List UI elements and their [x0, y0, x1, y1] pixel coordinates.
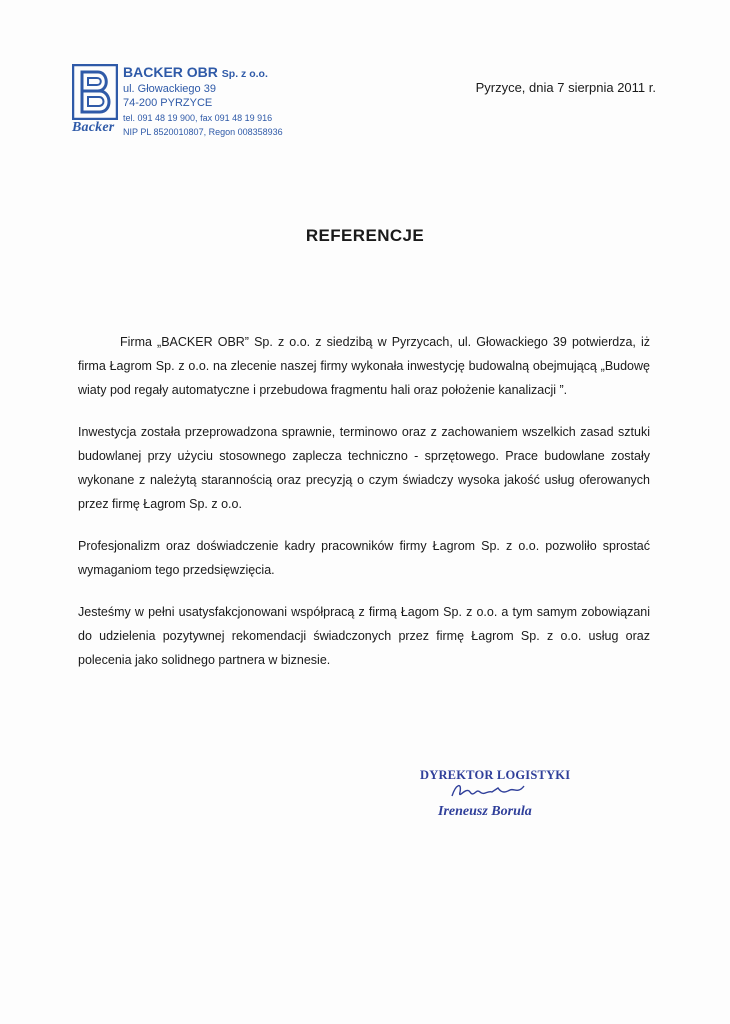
signatory-name: Ireneusz Borula	[438, 804, 532, 819]
paragraph-4: Jesteśmy w pełni usatysfakcjonowani współpracą z firmą Łagom Sp. z o.o. a tym samym zobowiązani do udzielenia pozytywnej rekomendacji świadczonych przez firmę Łagrom Sp. z o.o. usług oraz polecenia jako solidnego partnera w biznesie.	[78, 605, 650, 667]
paragraph-3: Profesjonalizm oraz doświadczenie kadry pracowników firmy Łagrom Sp. z o.o. pozwoliło sprostać wymaganiom tego przedsięwzięcia.	[78, 539, 650, 577]
handwritten-signature	[448, 780, 528, 802]
stamp-company: BACKER OBR	[123, 64, 218, 80]
signatory-role: DYREKTOR LOGISTYKI	[420, 768, 571, 782]
paragraph-1: Firma „BACKER OBR” Sp. z o.o. z siedzibą w Pyrzycach, ul. Głowackiego 39 potwierdza, iż firma Łagrom Sp. z o.o. na zlecenie naszej firmy wykonała inwestycję budowalną obejmującą „Budowę wiaty pod regały automatyczne i przebudowa fragmentu hali oraz położenie kanalizacji ”.	[78, 335, 650, 397]
stamp-company-name	[123, 64, 268, 80]
letter-date: Pyrzyce, dnia 7 sierpnia 2011 r.	[475, 80, 656, 95]
letter-body	[78, 330, 650, 690]
signature-stamp	[420, 768, 580, 828]
paragraph-2: Inwestycja została przeprowadzona sprawnie, terminowo oraz z zachowaniem wszelkich zasad sztuki budowlanej przy użyciu stosownego zaplecza techniczno - sprzętowego. Prace budowlane zostały wykonane z należytą starannością oraz precyzją o czym świadczy wysoka jakość usług oferowanych przez firmę Łagrom Sp. z o.o.	[78, 425, 650, 511]
stamp-street: ul. Głowackiego 39	[123, 83, 216, 95]
stamp-brand: Backer	[72, 120, 115, 135]
stamp-company-suffix: Sp. z o.o.	[221, 68, 268, 80]
backer-logo-icon	[72, 64, 118, 120]
stamp-contact: tel. 091 48 19 900, fax 091 48 19 916	[123, 113, 273, 123]
company-stamp	[70, 60, 285, 142]
stamp-city: 74-200 PYRZYCE	[123, 97, 213, 109]
document-title: REFERENCJE	[305, 226, 425, 245]
stamp-registry: NIP PL 8520010807, Regon 008358936	[123, 127, 283, 137]
